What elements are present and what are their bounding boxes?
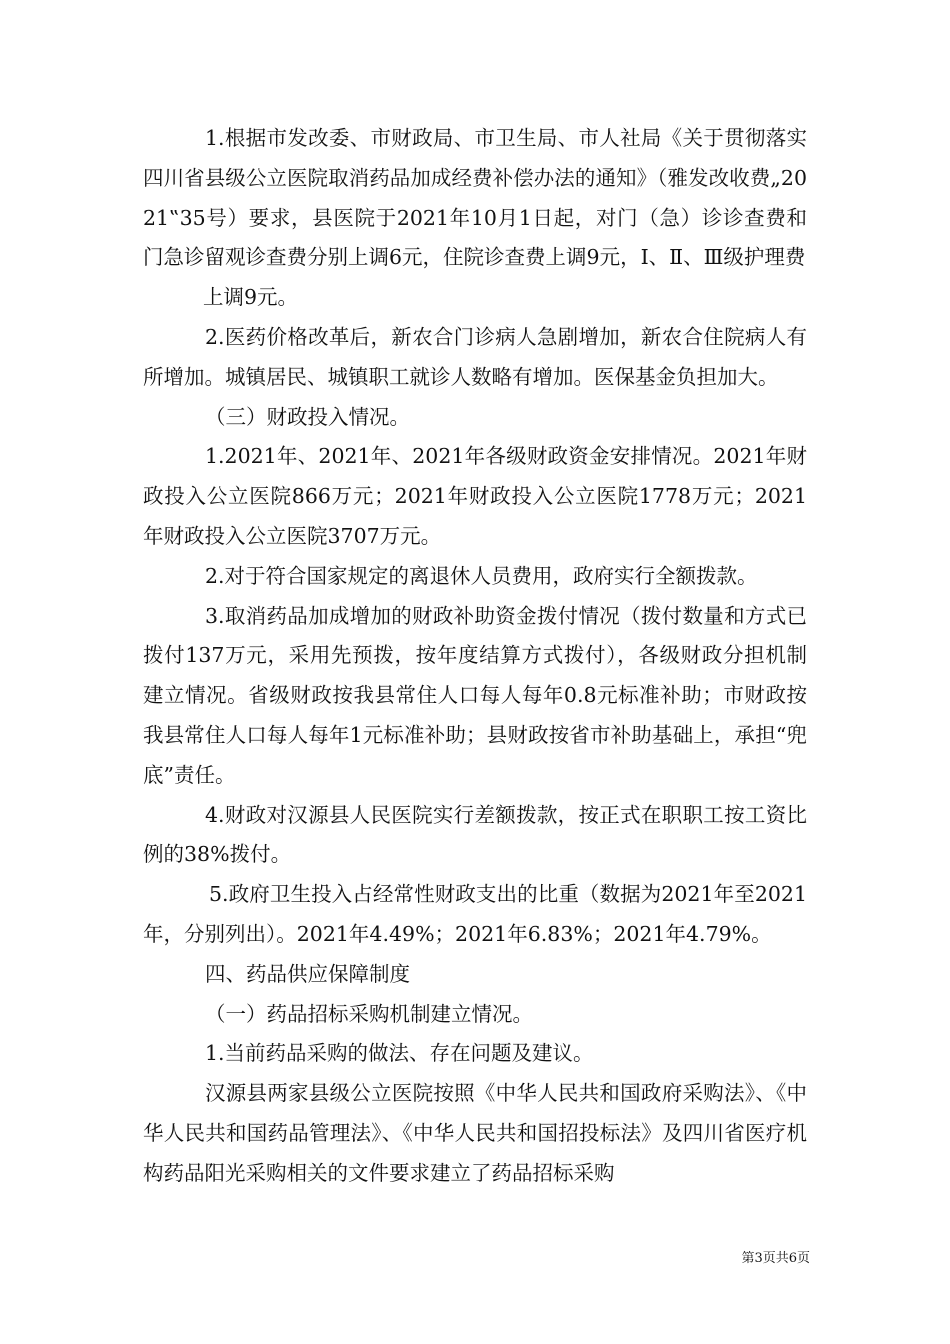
section-heading-drug-supply: 四、药品供应保障制度 xyxy=(205,961,410,986)
paragraph-patient-increase: 2.医药价格改革后，新农合门诊病人急剧增加，新农合住院病人有所增加。城镇居民、城镇职工就诊人数略有增加。医保基金负担加大。 xyxy=(143,324,807,389)
paragraph-nursing-fee: 上调9元。 xyxy=(203,285,299,310)
paragraph-procurement-practice: 1.当前药品采购的做法、存在问题及建议。 xyxy=(205,1041,594,1066)
paragraph-hospital-funding: 4.财政对汉源县人民医院实行差额拨款，按正式在职职工按工资比例的38%拨付。 xyxy=(143,802,807,867)
paragraph-subsidy-allocation: 3.取消药品加成增加的财政补助资金拨付情况（拨付数量和方式已拨付137万元，采用先预拨，按年度结算方式拨付），各级财政分担机制建立情况。省级财政按我县常住人口每人每年0.8元标准补助；市财政按我县常住人口每人每年1元标准补助；县财政按省市补助基础上，承担“兜底”责任。 xyxy=(143,603,807,787)
section-heading-procurement: （一）药品招标采购机制建立情况。 xyxy=(205,1001,533,1026)
paragraph-price-adjustment: 1.根据市发改委、市财政局、市卫生局、市人社局《关于贯彻落实四川省县级公立医院取消药品加成经费补偿办法的通知》（雅发改收费„2021‟35号）要求，县医院于2021年10月1日起，对门（急）诊诊查费和门急诊留观诊查费分别上调6元，住院诊查费上调9元，Ⅰ、Ⅱ、Ⅲ级护理费 xyxy=(143,126,807,270)
paragraph-funding-arrangement: 1.2021年、2021年、2021年各级财政资金安排情况。2021年财政投入公立医院866万元；2021年财政投入公立医院1778万元；2021年财政投入公立医院3707万元。 xyxy=(143,444,807,548)
paragraph-health-investment-ratio: 5.政府卫生投入占经常性财政支出的比重（数据为2021年至2021年，分别列出）。2021年4.49%；2021年6.83%；2021年4.79%。 xyxy=(143,882,807,946)
paragraph-procurement-details: 汉源县两家县级公立医院按照《中华人民共和国政府采购法》、《中华人民共和国药品管理法》、《中华人民共和国招投标法》及四川省医疗机构药品阳光采购相关的文件要求建立了药品招标采购 xyxy=(143,1081,807,1185)
paragraph-retiree-funding: 2.对于符合国家规定的离退休人员费用，政府实行全额拨款。 xyxy=(205,563,758,588)
page-number: 第3页共6页 xyxy=(741,1251,810,1266)
section-heading-finance: （三）财政投入情况。 xyxy=(205,404,410,429)
document-body xyxy=(143,119,807,1194)
